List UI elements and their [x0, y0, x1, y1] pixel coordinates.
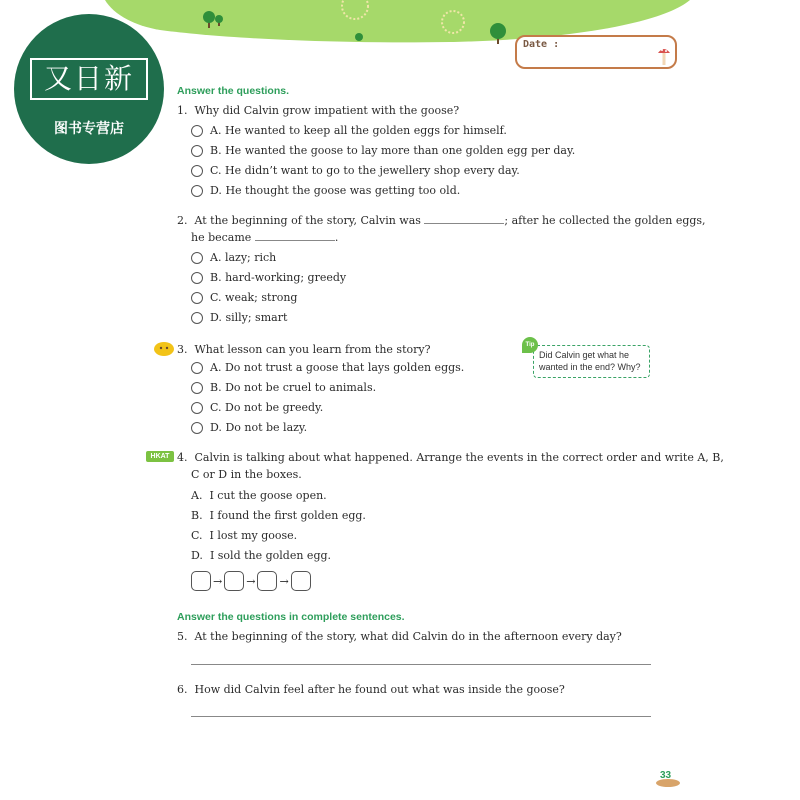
answer-line-6[interactable] [191, 716, 651, 717]
question-3: 3. What lesson can you learn from the story? [177, 343, 431, 356]
page-number: 33 [655, 770, 681, 788]
event-item: D. I sold the golden egg. [191, 549, 332, 562]
question-4-line2: C or D in the boxes. [191, 468, 302, 481]
question-number: 1. [177, 104, 188, 117]
radio-button[interactable] [191, 272, 203, 284]
q3-option-d[interactable]: D. Do not be lazy. [191, 421, 307, 435]
q1-option-d[interactable]: D. He thought the goose was getting too old. [191, 184, 460, 198]
order-box-1[interactable] [191, 571, 211, 591]
answer-line-5[interactable] [191, 664, 651, 665]
arrow-right-icon: → [213, 574, 223, 588]
tip-leaf-icon: Tip [522, 337, 538, 353]
radio-button[interactable] [191, 402, 203, 414]
radio-button[interactable] [191, 165, 203, 177]
thinking-icon [153, 341, 175, 357]
q1-option-b[interactable]: B. He wanted the goose to lay more than one golden egg per day. [191, 144, 575, 158]
order-boxes [191, 571, 311, 591]
arrow-right-icon: → [246, 574, 256, 588]
order-box-4[interactable] [291, 571, 311, 591]
q3-option-c[interactable]: C. Do not be greedy. [191, 401, 323, 415]
date-label: Date : [523, 39, 560, 50]
question-5: 5. At the beginning of the story, what did Calvin do in the afternoon every day? [177, 630, 622, 643]
question-1 [177, 102, 459, 119]
hkat-badge: HKAT [146, 451, 174, 462]
question-2-line2: he became . [191, 231, 339, 244]
question-text: Why did Calvin grow impatient with the goose? [194, 104, 460, 117]
q2-option-a[interactable]: A. lazy; rich [191, 251, 276, 265]
q1-option-a[interactable]: A. He wanted to keep all the golden eggs for himself. [191, 124, 507, 138]
radio-button[interactable] [191, 185, 203, 197]
radio-button[interactable] [191, 145, 203, 157]
tip-box [533, 345, 650, 378]
order-box-3[interactable] [257, 571, 277, 591]
q2-option-d[interactable]: D. silly; smart [191, 311, 287, 325]
arrow-right-icon: → [279, 574, 289, 588]
radio-button[interactable] [191, 382, 203, 394]
store-logo [14, 14, 164, 164]
radio-button[interactable] [191, 125, 203, 137]
event-item: C. I lost my goose. [191, 529, 298, 542]
tip-text: Did Calvin get what he wanted in the end? Why? [539, 350, 641, 372]
question-2: 2. At the beginning of the story, Calvin was ; after he collected the golden eggs, [177, 214, 706, 227]
fill-blank-2[interactable] [255, 230, 335, 241]
event-item: B. I found the first golden egg. [191, 509, 366, 522]
section-heading: Answer the questions in complete sentences. [177, 611, 405, 623]
fill-blank-1[interactable] [424, 213, 504, 224]
question-6: 6. How did Calvin feel after he found out what was inside the goose? [177, 683, 565, 696]
section-heading: Answer the questions. [177, 85, 290, 97]
radio-button[interactable] [191, 422, 203, 434]
radio-button[interactable] [191, 312, 203, 324]
question-4: 4. Calvin is talking about what happened. Arrange the events in the correct order and write A, B, [177, 451, 724, 464]
date-field[interactable] [515, 35, 677, 69]
radio-button[interactable] [191, 292, 203, 304]
logo-sub-text: 图书专营店 [54, 121, 124, 137]
q3-option-b[interactable]: B. Do not be cruel to animals. [191, 381, 376, 395]
q2-option-c[interactable]: C. weak; strong [191, 291, 297, 305]
radio-button[interactable] [191, 362, 203, 374]
event-item: A. I cut the goose open. [191, 489, 327, 502]
q2-option-b[interactable]: B. hard-working; greedy [191, 271, 346, 285]
order-box-2[interactable] [224, 571, 244, 591]
q1-option-c[interactable]: C. He didn’t want to go to the jewellery shop every day. [191, 164, 520, 178]
radio-button[interactable] [191, 252, 203, 264]
q3-option-a[interactable]: A. Do not trust a goose that lays golden eggs. [191, 361, 464, 375]
logo-main-text: 又日新 [30, 58, 148, 100]
mushroom-icon [657, 45, 671, 67]
